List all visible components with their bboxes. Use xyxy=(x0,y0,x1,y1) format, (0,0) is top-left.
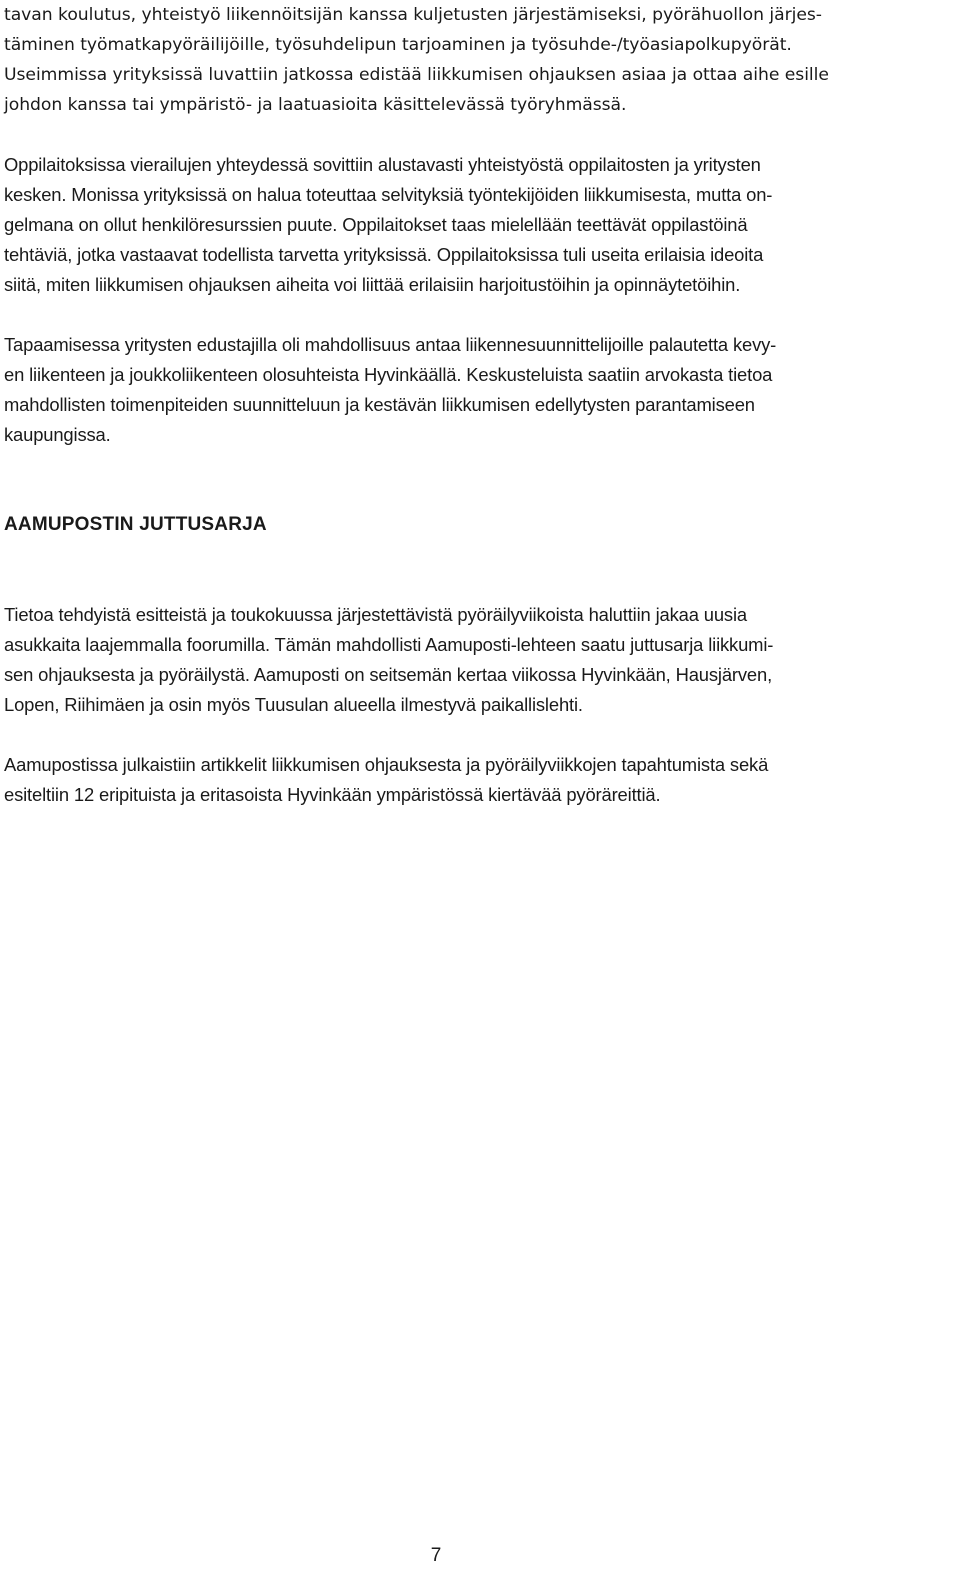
paragraph-spacer xyxy=(4,300,952,330)
text-line: mahdollisten toimenpiteiden suunnitteluun ja kestävän liikkumisen edellytysten parantamiseen xyxy=(4,394,755,415)
paragraph-spacer xyxy=(4,540,952,570)
text-line: gelmana on ollut henkilöresurssien puute. Oppilaitokset taas mielellään teettävät oppilastöinä xyxy=(4,214,748,235)
text-line: sen ohjauksesta ja pyöräilystä. Aamuposti on seitsemän kertaa viikossa Hyvinkään, Hausjärven, xyxy=(4,664,773,685)
section-heading: AAMUPOSTIN JUTTUSARJA xyxy=(4,514,267,535)
paragraph-2 xyxy=(4,150,952,300)
text-line: asukkaita laajemmalla foorumilla. Tämän mahdollisti Aamuposti-lehteen saatu juttusarja liikkumi- xyxy=(4,634,774,655)
text-line: Aamupostissa julkaistiin artikkelit liikkumisen ohjauksesta ja pyöräilyviikkojen tapahtumista sekä xyxy=(4,754,769,775)
text-line: Tietoa tehdyistä esitteistä ja toukokuussa järjestettävistä pyöräilyviikoista haluttiin jakaa uusia xyxy=(4,604,747,625)
text-line: siitä, miten liikkumisen ohjauksen aiheita voi liittää erilaisiin harjoitustöihin ja opinnäytetöihin. xyxy=(4,274,741,295)
paragraph-spacer xyxy=(4,450,952,480)
paragraph-1 xyxy=(4,0,952,120)
text-line: Lopen, Riihimäen ja osin myös Tuusulan alueella ilmestyvä paikallislehti. xyxy=(4,694,583,715)
paragraph-spacer xyxy=(4,120,952,150)
text-line: kaupungissa. xyxy=(4,424,111,445)
paragraph-spacer xyxy=(4,480,952,510)
text-line: johdon kanssa tai ympäristö- ja laatuasioita käsittelevässä työryhmässä. xyxy=(4,95,627,115)
paragraph-spacer xyxy=(4,570,952,600)
section-paragraph-2 xyxy=(4,750,952,810)
section-paragraph-1 xyxy=(4,600,952,720)
text-line: tehtäviä, jotka vastaavat todellista tarvetta yrityksissä. Oppilaitoksissa tuli useita erilaisia ideoita xyxy=(4,244,764,265)
text-line: en liikenteen ja joukkoliikenteen olosuhteista Hyvinkäällä. Keskusteluista saatiin arvokasta tietoa xyxy=(4,364,773,385)
text-line: Oppilaitoksissa vierailujen yhteydessä sovittiin alustavasti yhteistyöstä oppilaitosten ja yritysten xyxy=(4,154,761,175)
text-line: Tapaamisessa yritysten edustajilla oli mahdollisuus antaa liikennesuunnittelijoille palautetta kevy- xyxy=(4,334,777,355)
paragraph-spacer xyxy=(4,720,952,750)
text-line: Useimmissa yrityksissä luvattiin jatkossa edistää liikkumisen ohjauksen asiaa ja ottaa aihe esille xyxy=(4,65,829,85)
text-line: kesken. Monissa yrityksissä on halua toteuttaa selvityksiä työntekijöiden liikkumisesta, mutta on- xyxy=(4,184,773,205)
text-line: esiteltiin 12 eripituista ja eritasoista Hyvinkään ympäristössä kiertävää pyöräreittiä. xyxy=(4,784,661,805)
page-number: 7 xyxy=(430,1545,442,1566)
paragraph-3 xyxy=(4,330,952,450)
text-line: täminen työmatkapyöräilijöille, työsuhdelipun tarjoaminen ja työsuhde-/työasiapolkupyörät. xyxy=(4,35,792,55)
document-page xyxy=(4,0,952,810)
text-line: tavan koulutus, yhteistyö liikennöitsijän kanssa kuljetusten järjestämiseksi, pyörähuollon järjes- xyxy=(4,5,822,25)
